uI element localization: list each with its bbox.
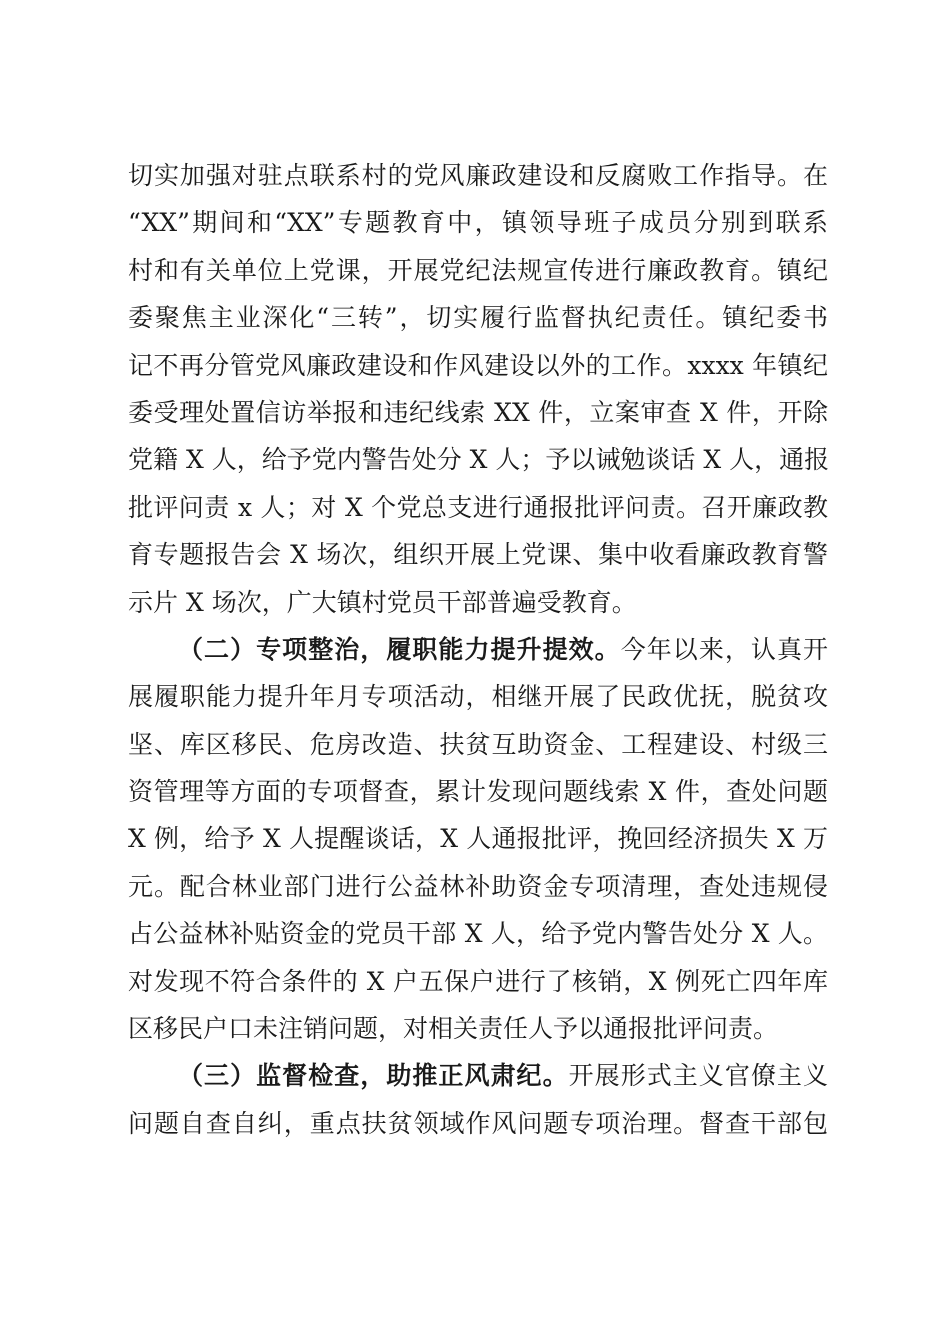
paragraph-text: 今年以来，认真开 xyxy=(620,634,828,664)
paragraph-line: 占公益林补贴资金的党员干部 X 人，给予党内警告处分 X 人。 xyxy=(128,919,828,949)
paragraph-line: 批评问责 x 人；对 X 个党总支进行通报批评问责。召开廉政教 xyxy=(128,492,828,522)
paragraph-line: 资管理等方面的专项督查，累计发现问题线索 X 件，查处问题 xyxy=(128,777,828,807)
paragraph-line: 问题自查自纠，重点扶贫领域作风问题专项治理。督查干部包 xyxy=(128,1108,828,1138)
paragraph-line: 示片 X 场次，广大镇村党员干部普遍受教育。 xyxy=(128,587,637,617)
paragraph-line: 委受理处置信访举报和违纪线索 XX 件，立案审查 X 件，开除 xyxy=(128,397,828,427)
document-body xyxy=(128,152,828,1147)
paragraph-2 xyxy=(128,626,828,1053)
paragraph-1 xyxy=(128,152,828,626)
paragraph-line: 育专题报告会 X 场次，组织开展上党课、集中收看廉政教育警 xyxy=(128,540,828,570)
paragraph-line: 委聚焦主业深化“三转”，切实履行监督执纪责任。镇纪委书 xyxy=(128,303,828,333)
paragraph-line: 村和有关单位上党课，开展党纪法规宣传进行廉政教育。镇纪 xyxy=(128,255,828,285)
paragraph-line: 区移民户口未注销问题，对相关责任人予以通报批评问责。 xyxy=(128,1014,779,1044)
paragraph-line: 党籍 X 人，给予党内警告处分 X 人；予以诫勉谈话 X 人，通报 xyxy=(128,445,830,475)
paragraph-3 xyxy=(128,1052,828,1147)
paragraph-first-line xyxy=(128,1052,828,1099)
paragraph-line: 元。配合林业部门进行公益林补助资金专项清理，查处违规侵 xyxy=(128,871,828,901)
paragraph-line: 坚、库区移民、危房改造、扶贫互助资金、工程建设、村级三 xyxy=(128,729,828,759)
paragraph-line: 对发现不符合条件的 X 户五保户进行了核销，X 例死亡四年库 xyxy=(128,966,828,996)
paragraph-text: 开展形式主义官僚主义 xyxy=(568,1061,828,1091)
paragraph-line: 切实加强对驻点联系村的党风廉政建设和反腐败工作指导。在 xyxy=(128,161,828,190)
paragraph-first-line xyxy=(128,626,828,673)
paragraph-line: 展履职能力提升年月专项活动，相继开展了民政优抚，脱贫攻 xyxy=(128,682,828,712)
paragraph-line: 记不再分管党风廉政建设和作风建设以外的工作。xxxx 年镇纪 xyxy=(128,350,828,380)
section-heading: （二）专项整治，履职能力提升提效。 xyxy=(178,634,621,664)
paragraph-line: “XX”期间和“XX”专题教育中，镇领导班子成员分别到联系 xyxy=(128,208,828,238)
paragraph-line: X 例，给予 X 人提醒谈话，X 人通报批评，挽回经济损失 X 万 xyxy=(128,824,828,854)
section-heading: （三）监督检查，助推正风肃纪。 xyxy=(178,1061,569,1091)
